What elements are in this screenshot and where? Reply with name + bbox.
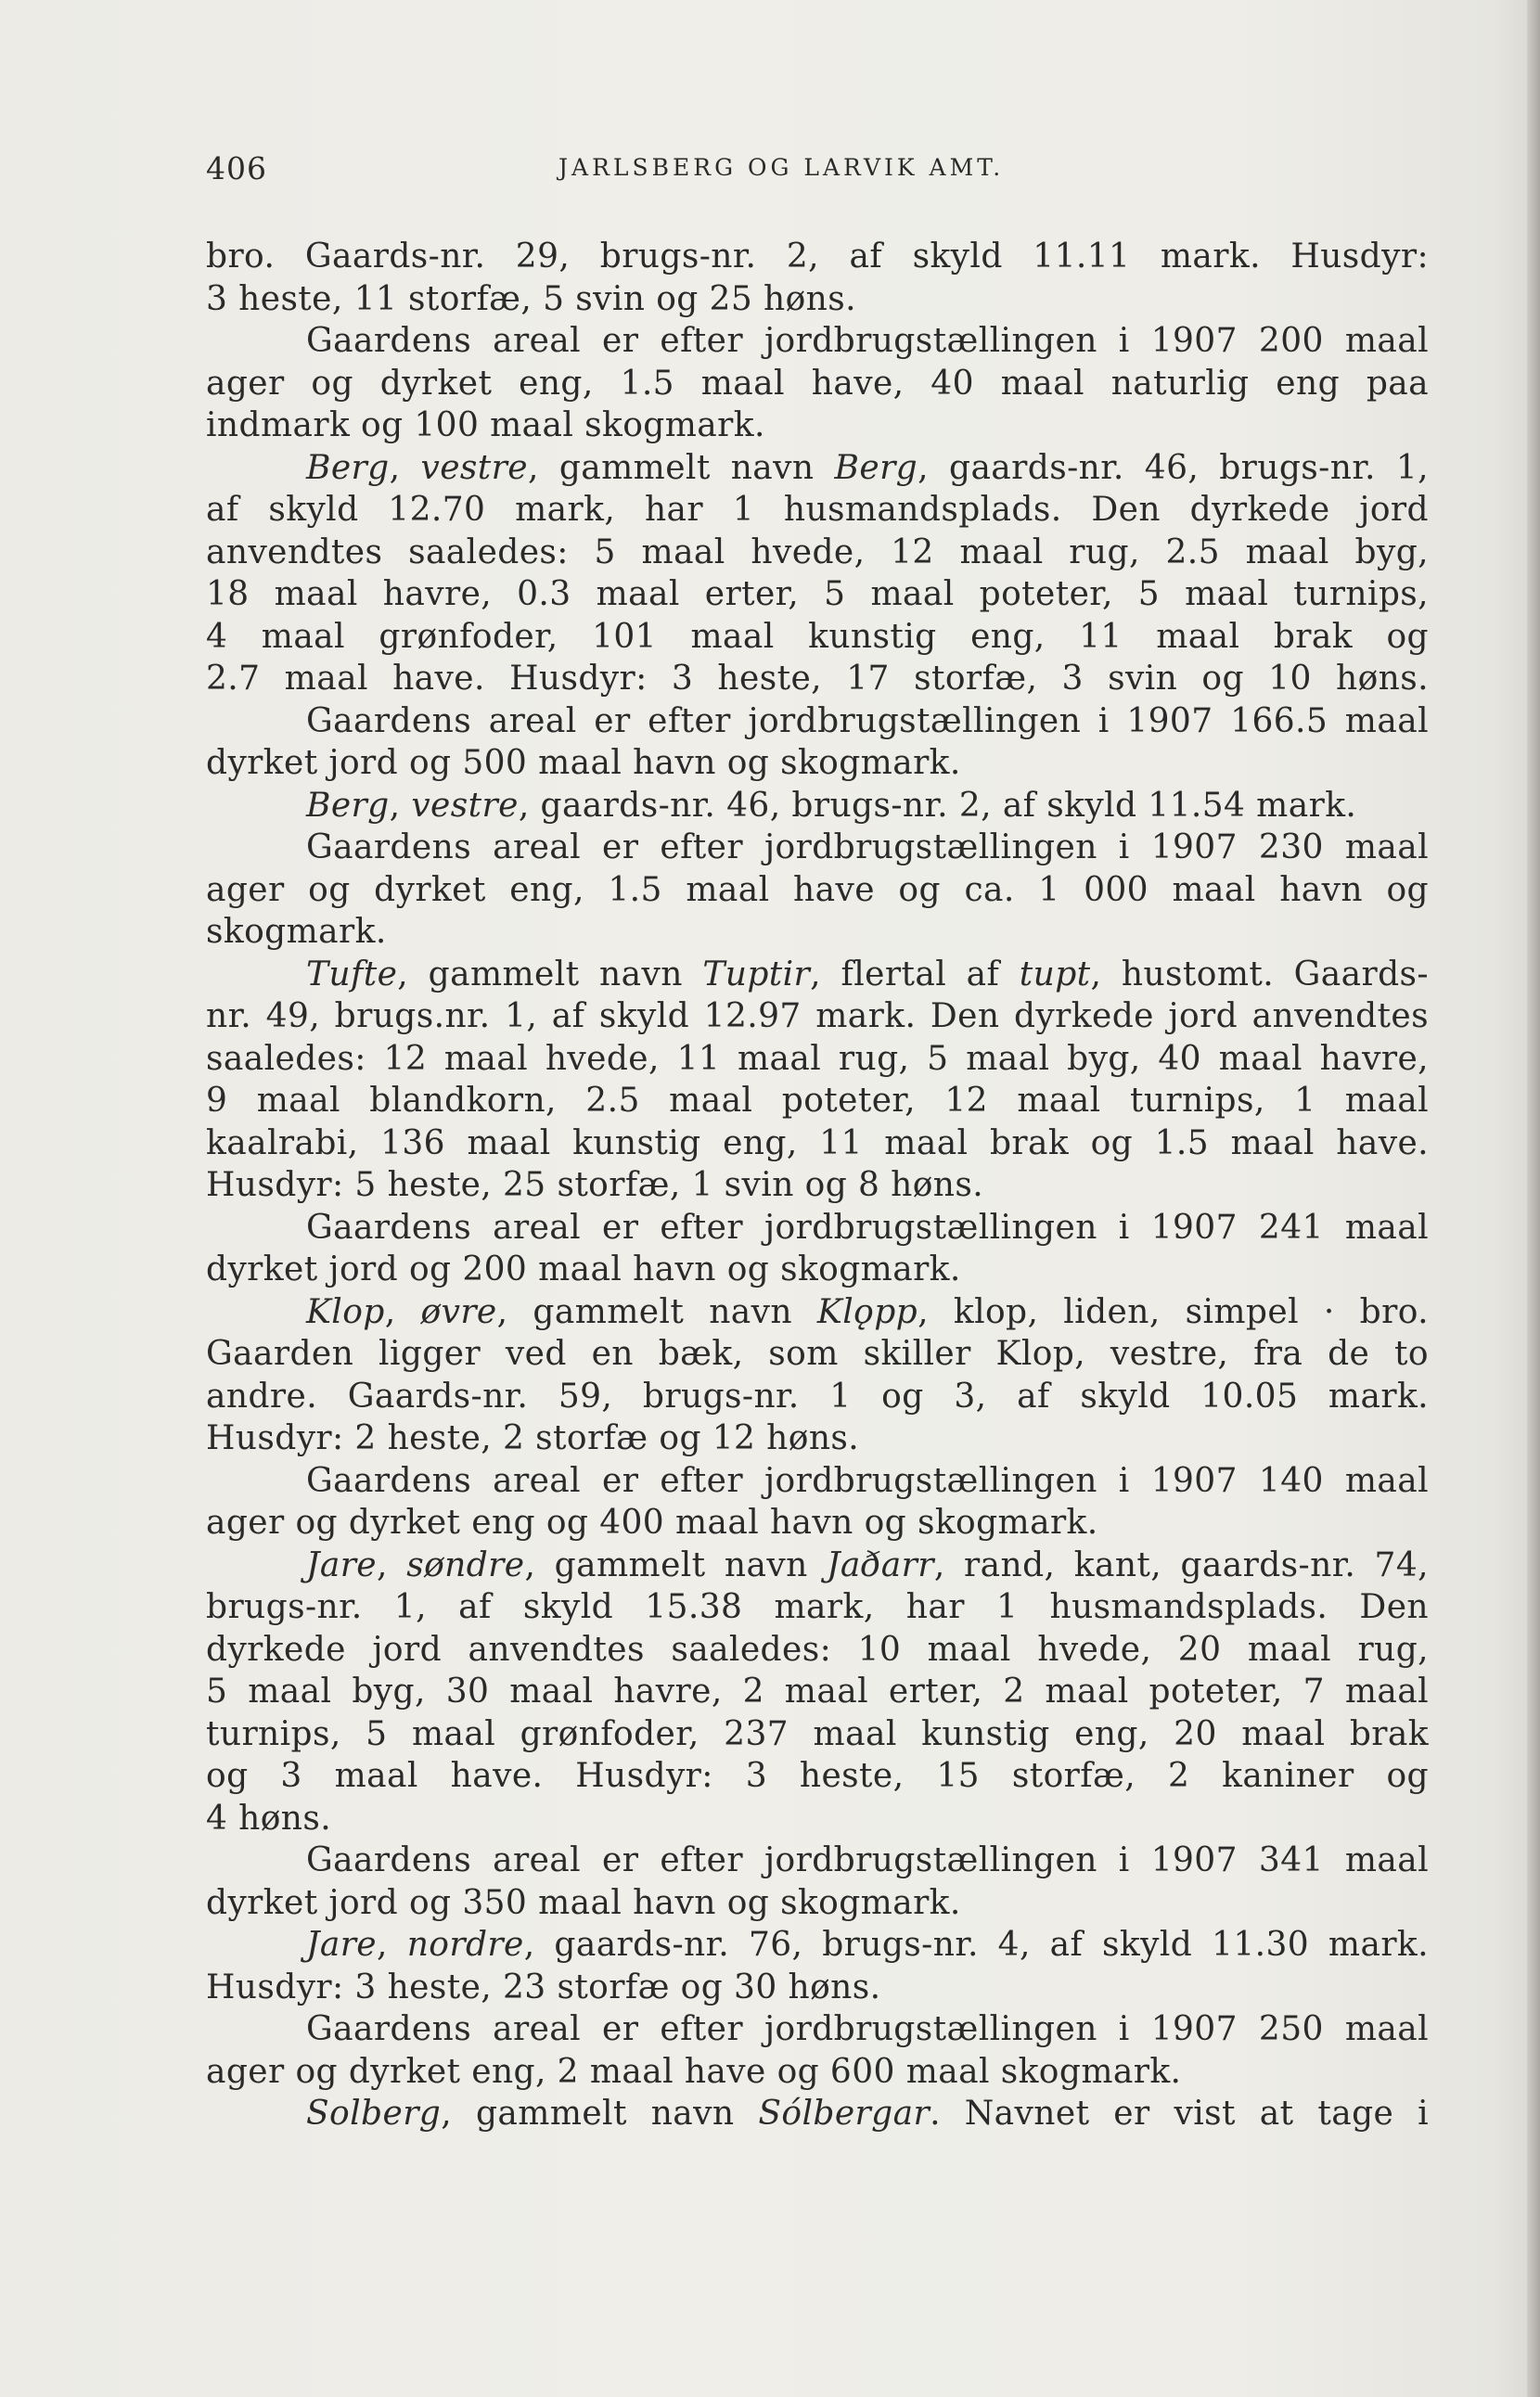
text-segment: , flertal af bbox=[810, 955, 1020, 993]
text-segment: , gammelt navn bbox=[524, 1545, 828, 1584]
italic-name: Klop bbox=[306, 1292, 385, 1331]
italic-name: Tufte bbox=[306, 955, 398, 993]
text-line bbox=[206, 1080, 1429, 1122]
italic-name: øvre bbox=[420, 1292, 497, 1331]
text-segment: , gaards-nr. 46, brugs-nr. 1, bbox=[918, 448, 1429, 487]
text-segment: Husdyr: 3 heste, 23 storfæ og 30 høns. bbox=[206, 1968, 881, 2006]
text-segment: ager og dyrket eng, 2 maal have og 600 maal skogmark. bbox=[206, 2052, 1182, 2091]
italic-name: Klǫpp bbox=[816, 1292, 918, 1331]
italic-name: Jare bbox=[306, 1926, 378, 1964]
text-line bbox=[206, 1164, 1429, 1207]
text-segment: skogmark. bbox=[206, 913, 387, 951]
text-segment: turnips, 5 maal grønfoder, 237 maal kunstig eng, 20 maal brak bbox=[206, 1714, 1429, 1753]
text-segment: , gammelt navn bbox=[397, 955, 703, 993]
text-segment: brugs-nr. 1, af skyld 15.38 mark, har 1 husmandsplads. Den bbox=[206, 1588, 1429, 1626]
text-segment: , hustomt. Gaards- bbox=[1090, 955, 1429, 993]
text-segment: ager og dyrket eng og 400 maal havn og skogmark. bbox=[206, 1504, 1098, 1542]
text-line bbox=[206, 869, 1429, 912]
text-line bbox=[206, 1249, 1429, 1291]
text-segment: saaledes: 12 maal hvede, 11 maal rug, 5 maal byg, 40 maal havre, bbox=[206, 1039, 1429, 1078]
text-segment: 9 maal blandkorn, 2.5 maal poteter, 12 maal turnips, 1 maal bbox=[206, 1082, 1429, 1120]
italic-name: Tuptir bbox=[702, 955, 811, 993]
text-segment: andre. Gaards-nr. 59, brugs-nr. 1 og 3, af skyld 10.05 mark. bbox=[206, 1377, 1429, 1416]
text-segment: anvendtes saaledes: 5 maal hvede, 12 maal rug, 2.5 maal byg, bbox=[206, 532, 1429, 571]
text-line bbox=[206, 1038, 1429, 1081]
text-line bbox=[206, 2051, 1429, 2094]
text-line bbox=[206, 1122, 1429, 1165]
italic-name: Berg bbox=[834, 448, 918, 487]
text-line bbox=[206, 1207, 1429, 1250]
italic-name: Solberg bbox=[306, 2095, 442, 2133]
text-segment: Gaardens areal er efter jordbrugstællingen i 1907 200 maal bbox=[306, 322, 1429, 360]
text-segment: , klop, liden, simpel · bro. bbox=[918, 1292, 1430, 1331]
text-line bbox=[206, 700, 1429, 743]
italic-name: tupt bbox=[1019, 955, 1091, 993]
text-line bbox=[206, 236, 1429, 278]
text-segment: , rand, kant, gaards-nr. 74, bbox=[933, 1545, 1430, 1584]
page-number: 406 bbox=[206, 150, 267, 186]
italic-name: Berg bbox=[306, 786, 390, 825]
italic-name: nordre bbox=[406, 1926, 524, 1964]
body-text bbox=[206, 236, 1429, 2135]
text-segment: Husdyr: 2 heste, 2 storfæ og 12 høns. bbox=[206, 1419, 860, 1457]
text-line bbox=[206, 742, 1429, 785]
text-segment: 3 heste, 11 storfæ, 5 svin og 25 høns. bbox=[206, 279, 856, 318]
text-line bbox=[206, 995, 1429, 1038]
text-segment: dyrket jord og 500 maal havn og skogmark. bbox=[206, 744, 961, 782]
text-segment: Husdyr: 5 heste, 25 storfæ, 1 svin og 8 høns. bbox=[206, 1166, 984, 1204]
text-line bbox=[206, 1586, 1429, 1629]
text-segment: , bbox=[377, 1545, 407, 1584]
text-line bbox=[206, 532, 1429, 574]
text-segment: nr. 49, brugs.nr. 1, af skyld 12.97 mark. Den dyrkede jord anvendtes bbox=[206, 997, 1429, 1035]
text-line bbox=[206, 658, 1429, 700]
italic-name: søndre bbox=[406, 1545, 525, 1584]
text-line bbox=[206, 2008, 1429, 2051]
italic-name: vestre bbox=[411, 786, 519, 825]
text-segment: 4 maal grønfoder, 101 maal kunstig eng, 11 maal brak og bbox=[206, 617, 1429, 656]
text-segment: , bbox=[384, 1292, 421, 1331]
text-segment: , gaards-nr. 76, brugs-nr. 4, af skyld 11.30 mark. bbox=[523, 1926, 1429, 1964]
text-segment: Gaardens areal er efter jordbrugstællingen i 1907 341 maal bbox=[306, 1841, 1429, 1879]
text-line bbox=[206, 1376, 1429, 1418]
text-segment: , gaards-nr. 46, brugs-nr. 2, af skyld 11.54 mark. bbox=[518, 786, 1357, 825]
text-line bbox=[206, 447, 1429, 490]
text-line bbox=[206, 1671, 1429, 1713]
text-segment: dyrkede jord anvendtes saaledes: 10 maal hvede, 20 maal rug, bbox=[206, 1630, 1429, 1669]
italic-name: vestre bbox=[420, 448, 528, 487]
italic-name: Berg bbox=[306, 448, 390, 487]
text-segment: af skyld 12.70 mark, har 1 husmandsplads. Den dyrkede jord bbox=[206, 491, 1429, 529]
text-line bbox=[206, 954, 1429, 996]
text-line bbox=[206, 1417, 1429, 1460]
text-line bbox=[206, 827, 1429, 869]
italic-name: Jaðarr bbox=[827, 1545, 934, 1584]
italic-name: Jare bbox=[306, 1545, 378, 1584]
text-segment: kaalrabi, 136 maal kunstig eng, 11 maal brak og 1.5 maal have. bbox=[206, 1123, 1429, 1162]
italic-name: Sólbergar bbox=[758, 2095, 930, 2133]
page-edge bbox=[1527, 0, 1540, 2397]
text-line bbox=[206, 489, 1429, 532]
text-segment: bro. Gaards-nr. 29, brugs-nr. 2, af skyld 11.11 mark. Husdyr: bbox=[206, 237, 1429, 276]
text-segment: Gaardens areal er efter jordbrugstællingen i 1907 250 maal bbox=[306, 2010, 1429, 2048]
text-line bbox=[206, 573, 1429, 616]
text-line bbox=[206, 1882, 1429, 1925]
text-line bbox=[206, 404, 1429, 447]
text-segment: Gaardens areal er efter jordbrugstællingen i 1907 166.5 maal bbox=[306, 701, 1429, 740]
text-line bbox=[206, 616, 1429, 659]
text-segment: Gaardens areal er efter jordbrugstællingen i 1907 140 maal bbox=[306, 1461, 1429, 1500]
text-line bbox=[206, 1839, 1429, 1882]
text-line bbox=[206, 1502, 1429, 1545]
text-segment: , bbox=[389, 448, 421, 487]
text-segment: og 3 maal have. Husdyr: 3 heste, 15 storfæ, 2 kaniner og bbox=[206, 1757, 1429, 1795]
text-segment: , gammelt navn bbox=[441, 2095, 759, 2133]
text-segment: Gaarden ligger ved en bæk, som skiller Klop, vestre, fra de to bbox=[206, 1335, 1429, 1373]
text-segment: ager og dyrket eng, 1.5 maal have og ca. 1 000 maal havn og bbox=[206, 870, 1429, 909]
text-segment: 5 maal byg, 30 maal havre, 2 maal erter, 2 maal poteter, 7 maal bbox=[206, 1673, 1429, 1711]
text-segment: dyrket jord og 200 maal havn og skogmark. bbox=[206, 1250, 961, 1288]
text-line bbox=[206, 785, 1429, 827]
text-segment: ager og dyrket eng, 1.5 maal have, 40 maal naturlig eng paa bbox=[206, 364, 1429, 403]
text-line bbox=[206, 1713, 1429, 1756]
text-line bbox=[206, 1460, 1429, 1503]
text-segment: 18 maal havre, 0.3 maal erter, 5 maal poteter, 5 maal turnips, bbox=[206, 575, 1429, 613]
text-line bbox=[206, 1291, 1429, 1334]
text-segment: 2.7 maal have. Husdyr: 3 heste, 17 storfæ, 3 svin og 10 høns. bbox=[206, 660, 1429, 698]
text-line bbox=[206, 2093, 1429, 2135]
text-line bbox=[206, 363, 1429, 405]
text-segment: . Navnet er vist at tage i bbox=[930, 2095, 1429, 2133]
running-title: JARLSBERG OG LARVIK AMT. bbox=[558, 154, 1005, 181]
text-segment: , bbox=[377, 1926, 407, 1964]
text-segment: , bbox=[389, 786, 412, 825]
text-line bbox=[206, 278, 1429, 321]
text-line bbox=[206, 320, 1429, 363]
page-header bbox=[206, 150, 1431, 197]
text-segment: , gammelt navn bbox=[527, 448, 835, 487]
text-line bbox=[206, 1629, 1429, 1672]
text-segment: 4 høns. bbox=[206, 1799, 332, 1838]
text-segment: Gaardens areal er efter jordbrugstællingen i 1907 241 maal bbox=[306, 1208, 1429, 1247]
text-line bbox=[206, 1755, 1429, 1798]
text-segment: indmark og 100 maal skogmark. bbox=[206, 406, 765, 444]
text-line bbox=[206, 1545, 1429, 1587]
text-line bbox=[206, 911, 1429, 954]
text-line bbox=[206, 1967, 1429, 2009]
text-segment: dyrket jord og 350 maal havn og skogmark. bbox=[206, 1883, 961, 1922]
text-line bbox=[206, 1924, 1429, 1967]
text-segment: , gammelt navn bbox=[496, 1292, 817, 1331]
text-line bbox=[206, 1798, 1429, 1840]
text-line bbox=[206, 1333, 1429, 1376]
text-segment: Gaardens areal er efter jordbrugstællingen i 1907 230 maal bbox=[306, 828, 1429, 866]
